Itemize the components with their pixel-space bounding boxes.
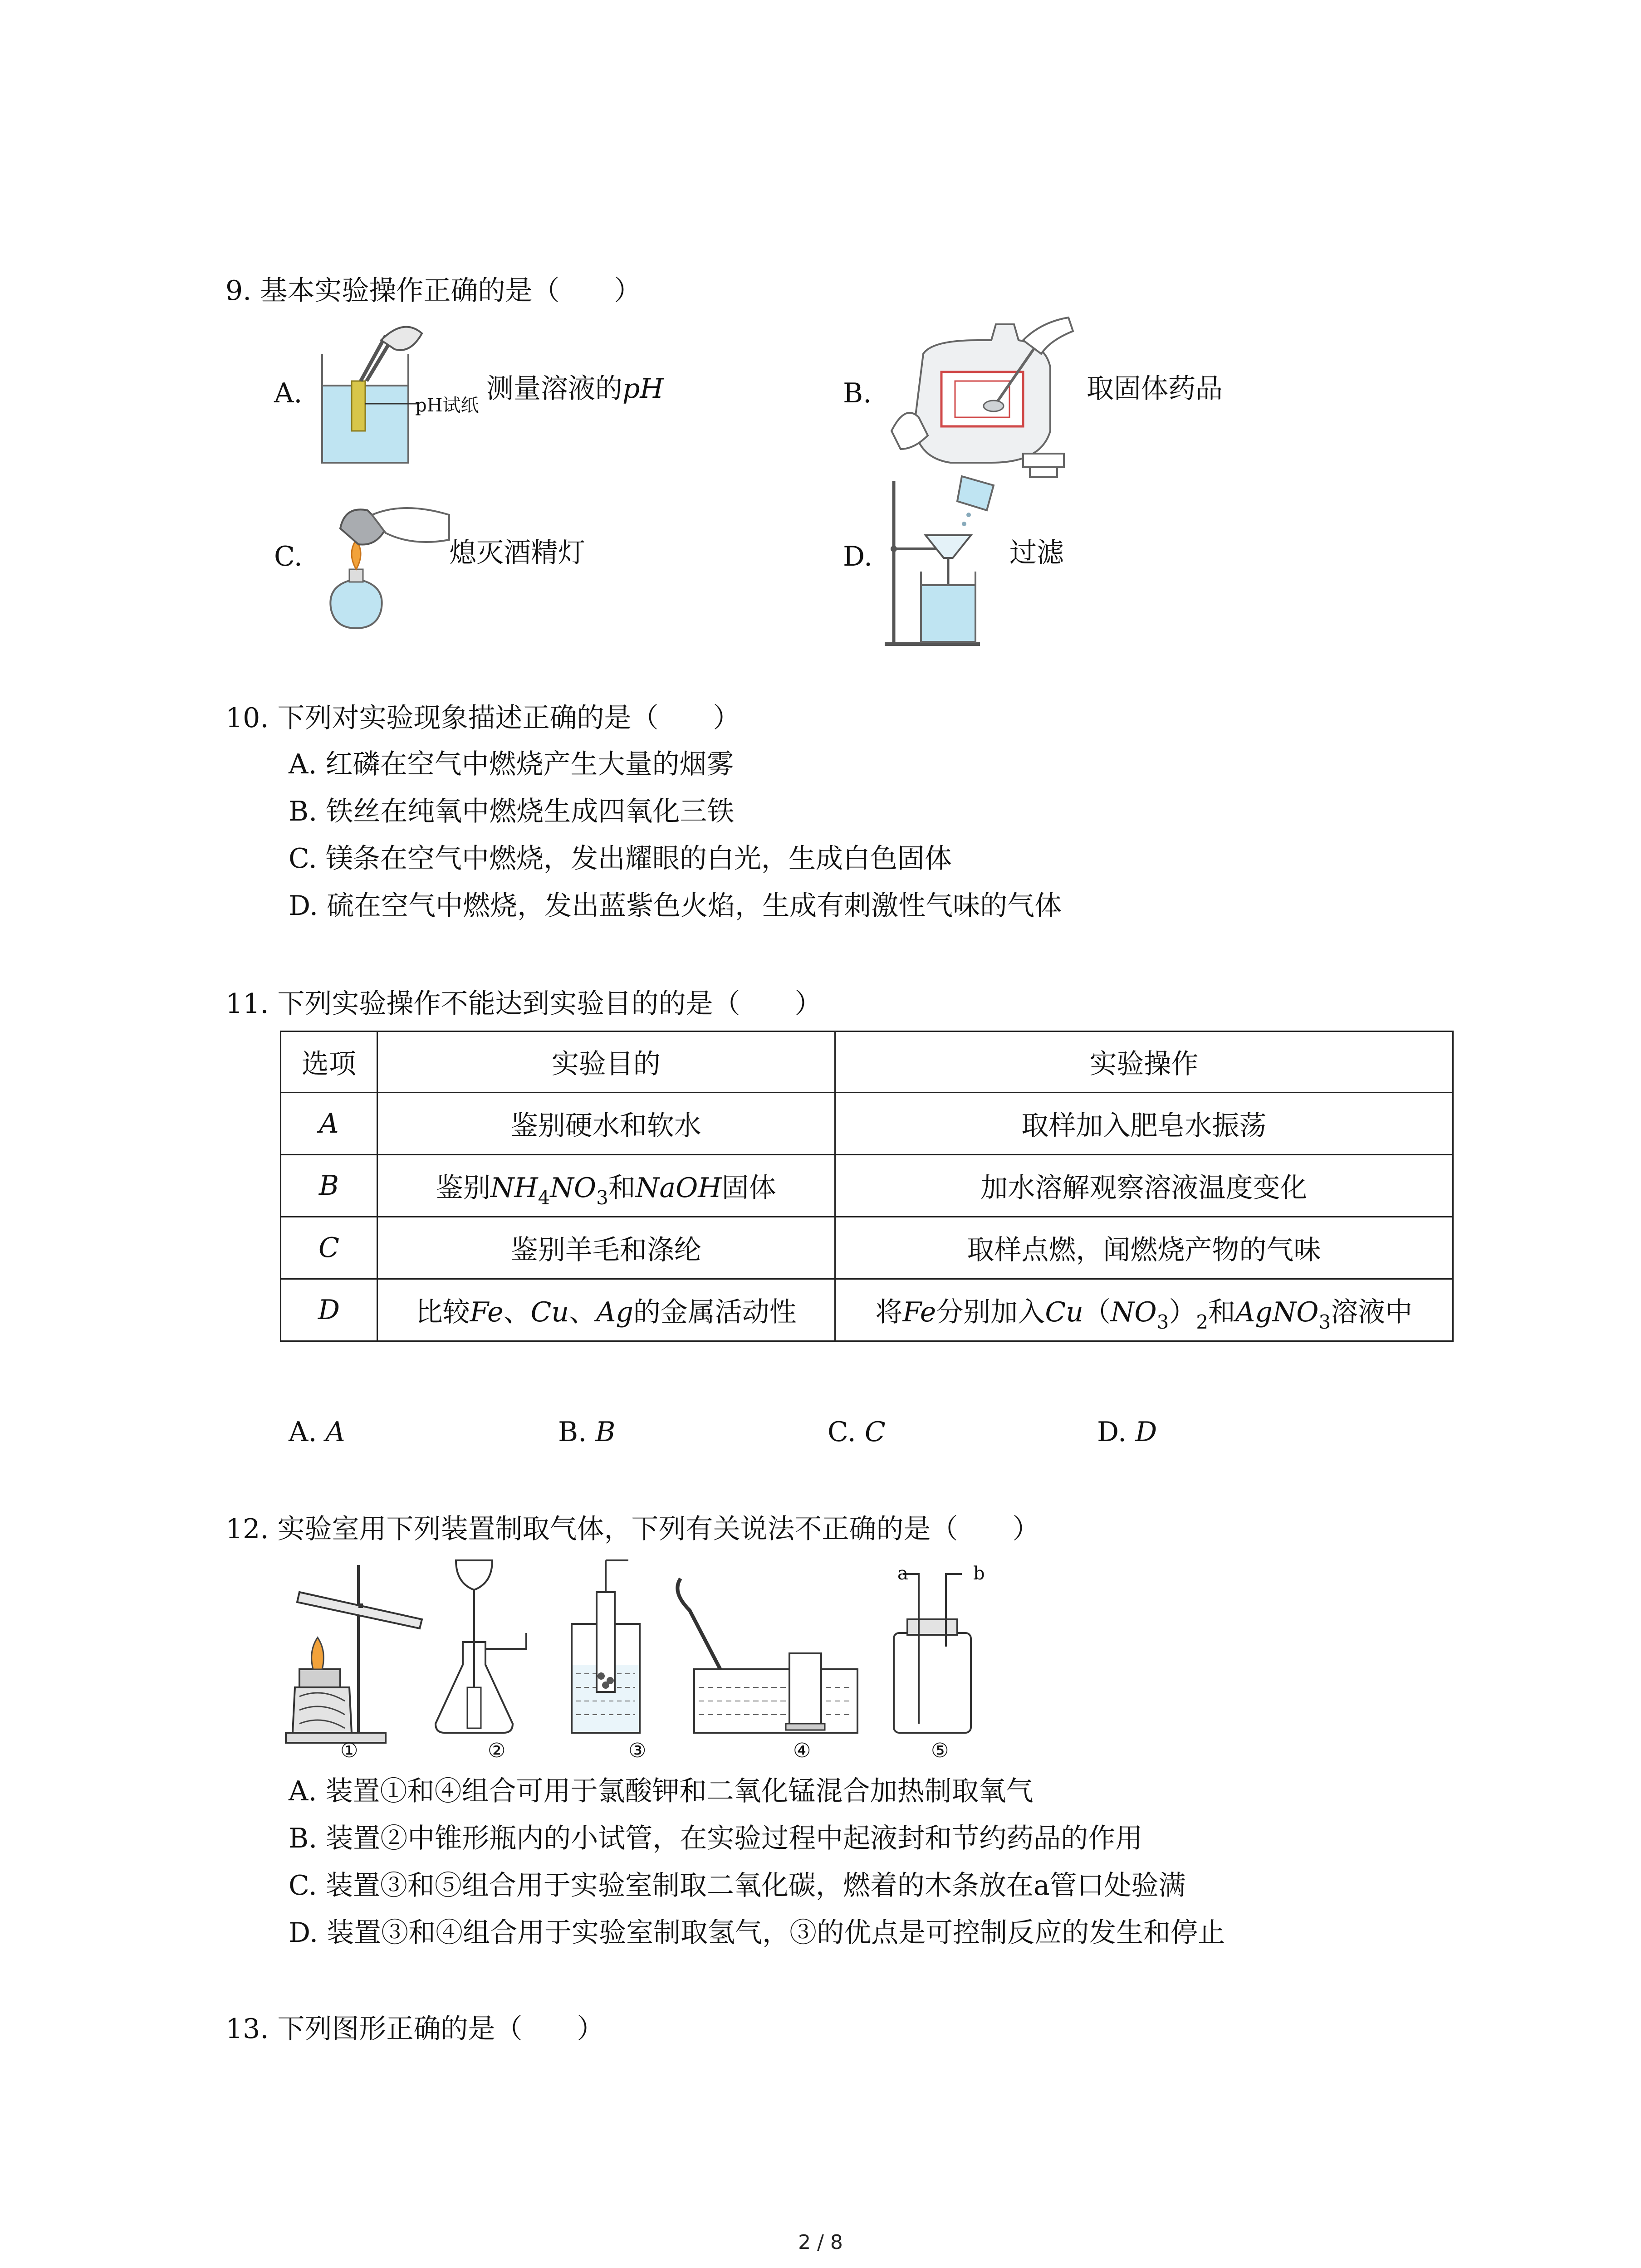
apparatus-label-4: ④	[793, 1739, 811, 1762]
q12-option-a	[289, 1774, 1033, 1808]
q12-apparatus-figure	[272, 1551, 1025, 1787]
row-operation: 加水溶解观察溶液温度变化	[835, 1155, 1453, 1217]
row-option: B	[281, 1155, 377, 1217]
row-purpose: 鉴别$NH_4NO_3$和NaOH固体	[377, 1155, 835, 1217]
q11-table	[280, 1031, 1454, 1342]
header-purpose: 实验目的	[377, 1031, 835, 1093]
row-purpose: 鉴别硬水和软水	[377, 1093, 835, 1155]
apparatus-label-2: ②	[488, 1739, 506, 1762]
apparatus-5	[894, 1574, 971, 1733]
apparatus-label-1: ①	[340, 1739, 358, 1762]
table-row	[281, 1093, 1453, 1155]
row-operation: 取样点燃，闻燃烧产物的气味	[835, 1217, 1453, 1279]
q11-choice-a	[289, 1415, 345, 1449]
extinguish-lamp-figure	[313, 497, 458, 633]
q11-choice-d	[1097, 1415, 1157, 1449]
table-header-row	[281, 1031, 1453, 1093]
q11-choice-c	[828, 1415, 886, 1449]
pipe-label-b: b	[973, 1563, 985, 1584]
row-operation: 将Fe分别加入$Cu(NO_3)_2$和AgNO$_3$溶液中	[835, 1279, 1453, 1341]
q11-choice-b	[558, 1415, 615, 1449]
row-operation: 取样加入肥皂水振荡	[835, 1093, 1453, 1155]
header-operation: 实验操作	[835, 1031, 1453, 1093]
q9-option-a-desc: 测量溶液的	[486, 373, 622, 405]
q12-option-a-text: A. 装置①和④组合可用于氯酸钾和二氧化锰混合加热制取氧气	[289, 1775, 1034, 1807]
apparatus-3	[572, 1560, 640, 1733]
choice-value: D	[1135, 1416, 1157, 1448]
q9-option-b-letter: B.	[843, 377, 872, 409]
table-row	[281, 1279, 1453, 1341]
q10-option-a: A. 红磷在空气中燃烧产生大量的烟雾	[289, 748, 734, 780]
page-number: 2 / 8	[798, 2231, 843, 2254]
apparatus-2	[436, 1560, 526, 1733]
q12-option-d: D. 装置③和④组合用于实验室制取氢气，③的优点是可控制反应的发生和停止	[289, 1917, 1225, 1949]
q10-option-b: B. 铁丝在纯氧中燃烧生成四氧化三铁	[289, 796, 735, 827]
row-option: A	[281, 1093, 377, 1155]
row-purpose: 比较Fe、Cu、Ag的金属活动性	[377, 1279, 835, 1341]
header-option: 选项	[281, 1031, 377, 1093]
q9-option-a-letter: A.	[274, 377, 303, 409]
pipe-label-a: a	[897, 1563, 908, 1584]
choice-value: C	[864, 1416, 886, 1448]
choice-letter: C.	[828, 1416, 856, 1448]
q9-option-d-letter: D.	[843, 541, 873, 572]
choice-letter: D.	[1097, 1416, 1127, 1448]
row-option: C	[281, 1217, 377, 1279]
q10-option-c: C. 镁条在空气中燃烧，发出耀眼的白光，生成白色固体	[289, 843, 952, 875]
q10-option-d: D. 硫在空气中燃烧，发出蓝紫色火焰，生成有刺激性气味的气体	[289, 890, 1062, 922]
choice-value: B	[595, 1416, 616, 1448]
ph-symbol: pH	[622, 373, 664, 405]
q9-option-b-text: 取固体药品	[1087, 373, 1223, 405]
q9-option-c-letter: C.	[274, 541, 303, 572]
choice-letter: B.	[558, 1416, 587, 1448]
q9-stem: 9. 基本实验操作正确的是（ ）	[225, 275, 642, 307]
q9-option-c-text: 熄灭酒精灯	[449, 537, 585, 569]
q10-stem: 10. 下列对实验现象描述正确的是（ ）	[225, 702, 740, 734]
row-option: D	[281, 1279, 377, 1341]
table-row	[281, 1217, 1453, 1279]
q9-option-d-text: 过滤	[1009, 537, 1064, 569]
choice-letter: A.	[289, 1416, 317, 1448]
choice-value: A	[325, 1416, 345, 1448]
row-purpose: 鉴别羊毛和涤纶	[377, 1217, 835, 1279]
apparatus-label-3: ③	[628, 1739, 647, 1762]
q11-stem: 11. 下列实验操作不能达到实验目的的是（ ）	[225, 988, 822, 1020]
table-row	[281, 1155, 1453, 1217]
apparatus-4	[677, 1579, 857, 1733]
apparatus-1	[286, 1565, 422, 1743]
q12-option-b: B. 装置②中锥形瓶内的小试管，在实验过程中起液封和节约药品的作用	[289, 1823, 1143, 1854]
ph-strip-label: pH试纸	[415, 395, 479, 416]
q12-stem: 12. 实验室用下列装置制取气体，下列有关说法不正确的是（ ）	[225, 1513, 1040, 1545]
apparatus-label-5: ⑤	[931, 1739, 949, 1762]
q9-option-a-text	[486, 372, 664, 406]
q13-stem: 13. 下列图形正确的是（ ）	[225, 2013, 604, 2045]
q12-option-c: C. 装置③和⑤组合用于实验室制取二氧化碳，燃着的木条放在a管口处验满	[289, 1870, 1186, 1901]
